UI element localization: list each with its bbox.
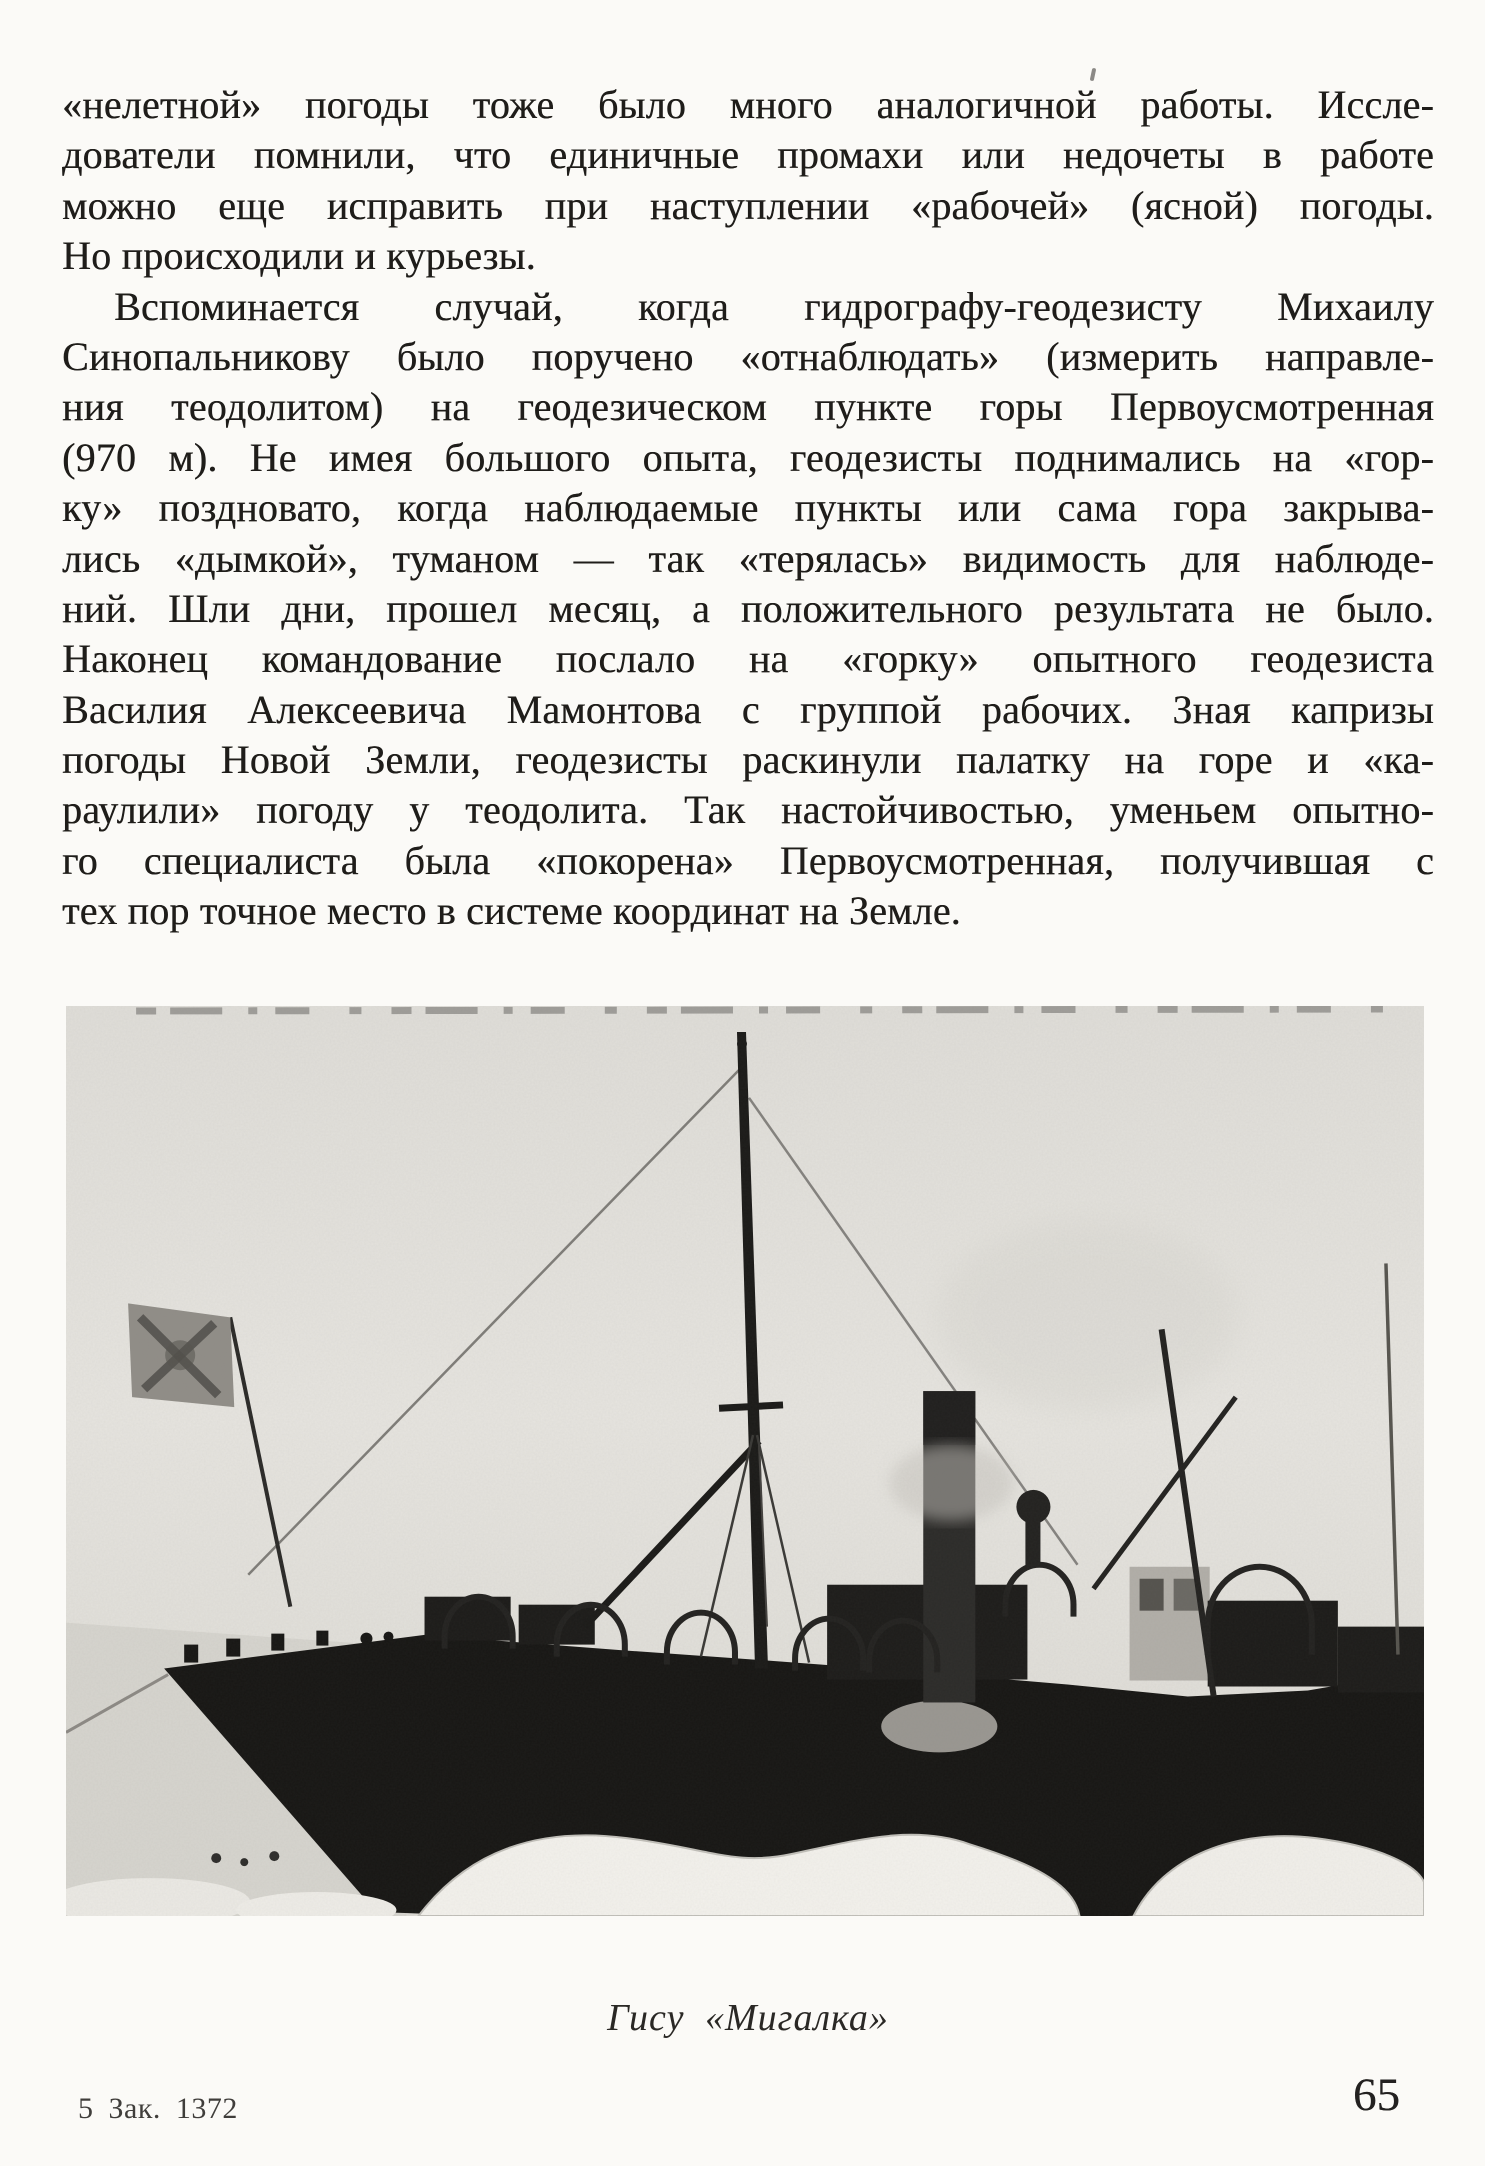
ship-photo [66, 1006, 1424, 1916]
text-line: Но происходили и курьезы. [62, 233, 536, 279]
text-line: ния теодолитом) на геодезическом пункте горы Первоусмотренная [62, 384, 1434, 430]
print-imprint: 5 Зак. 1372 [78, 2092, 238, 2125]
text-line: Синопальникову было поручено «отнаблюдать» (измерить направле- [62, 333, 1434, 379]
text-line: тех пор точное место в системе координат на Земле. [62, 888, 961, 934]
figure-caption: Гису «Мигалка» [607, 1997, 889, 2039]
text-line: погоды Новой Земли, геодезисты раскинули палатку на горе и «ка- [62, 737, 1434, 783]
text-line: можно еще исправить при наступлении «рабочей» (ясной) погоды. [62, 182, 1434, 228]
photo-grain [66, 1006, 1424, 1916]
text-line: лись «дымкой», туманом — так «терялась» видимость для наблюде- [62, 535, 1434, 581]
text-line: Наконец командование послало на «горку» опытного геодезиста [62, 636, 1434, 682]
text-line: дователи помнили, что единичные промахи или недочеты в работе [62, 132, 1434, 178]
ship-photo-figure [66, 1006, 1424, 1916]
text-line: (970 м). Не имея большого опыта, геодезисты поднимались на «гор- [62, 434, 1434, 480]
text-line: Василия Алексеевича Мамонтова с группой рабочих. Зная капризы [62, 686, 1434, 732]
body-text [62, 80, 1434, 937]
text-line: «нелетной» погоды тоже было много аналогичной работы. Иссле- [62, 82, 1434, 127]
page-number: 65 [1353, 2069, 1400, 2121]
text-line: раулили» погоду у теодолита. Так настойчивостью, уменьем опытно- [62, 787, 1434, 833]
text-line: ку» поздновато, когда наблюдаемые пункты или сама гора закрыва- [62, 485, 1434, 531]
text-line: ний. Шли дни, прошел месяц, а положительного результата не было. [62, 585, 1434, 631]
text-line: Вспоминается случай, когда гидрографу-геодезисту Михаилу [114, 283, 1434, 329]
text-line: го специалиста была «покорена» Первоусмотренная, получившая с [62, 837, 1434, 883]
